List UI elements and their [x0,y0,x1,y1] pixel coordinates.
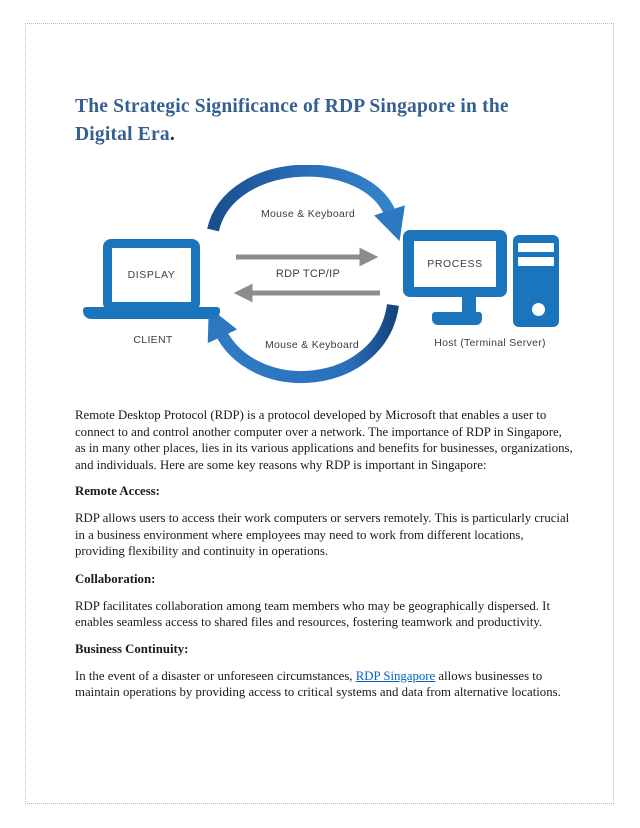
tower-power-button [532,303,545,316]
intro-line: and individuals. Here are some key reasons why RDP is important in Singapore: [75,457,487,472]
intro-line: Remote Desktop Protocol (RDP) is a protocol developed by Microsoft that enables a user to [75,408,547,422]
top-arc-arrow [213,171,392,230]
laptop-base [83,307,220,319]
remote-access-line: in a business environment where employees may need to work from different locations, [75,527,524,542]
intro-line: as in many other places, lies in its various applications and benefits for businesses, organizations, [75,441,573,455]
intro-paragraph [75,407,573,473]
page-title-line2: Digital Era. [75,124,175,145]
client-screen-label: DISPLAY [127,269,176,281]
rdp-diagram [75,165,569,395]
business-continuity-paragraph [75,668,569,701]
pc-tower-icon [513,235,559,327]
page-title-period: . [169,124,175,145]
business-continuity-line: maintain operations by providing access to critical systems and data from alternative locations. [75,685,561,699]
page-title [75,93,569,149]
rdp-tcpip-label: RDP TCP/IP [275,268,341,280]
remote-access-line: providing flexibility and continuity in operations. [75,544,329,558]
page-content [75,0,573,701]
tower-drive-slot [518,243,554,252]
rdp-singapore-link[interactable]: RDP Singapore [355,668,436,683]
collaboration-paragraph [75,598,569,631]
host-screen-label: PROCESS [427,258,483,270]
bottom-arrow-label: Mouse & Keyboard [264,339,360,351]
monitor-base [432,312,482,325]
host-caption: Host (Terminal Server) [434,337,546,349]
laptop-icon [103,239,200,311]
top-arrow-label: Mouse & Keyboard [260,208,356,220]
heading-remote-access: Remote Access: [75,484,160,498]
collaboration-line: RDP facilitates collaboration among team members who may be geographically dispersed. It [75,598,551,613]
intro-line: connect to and control another computer over a network. The importance of RDP in Singapore, [75,424,562,439]
remote-access-paragraph [75,510,569,560]
heading-collaboration: Collaboration: [75,571,156,586]
heading-business-continuity: Business Continuity: [75,641,189,656]
bc-line-post: allows businesses to [435,668,543,683]
client-caption: CLIENT [133,334,173,346]
remote-access-line: RDP allows users to access their work computers or servers remotely. This is particularly crucial [75,511,570,525]
bc-line-pre: In the event of a disaster or unforeseen circumstances, [75,668,356,683]
page-title-line1: The Strategic Significance of RDP Singapore in the [75,96,509,117]
business-continuity-line [75,668,569,685]
tower-drive-slot [518,257,554,266]
monitor-icon [403,230,507,297]
collaboration-line: enables seamless access to shared files and resources, fostering teamwork and productivity. [75,615,543,629]
